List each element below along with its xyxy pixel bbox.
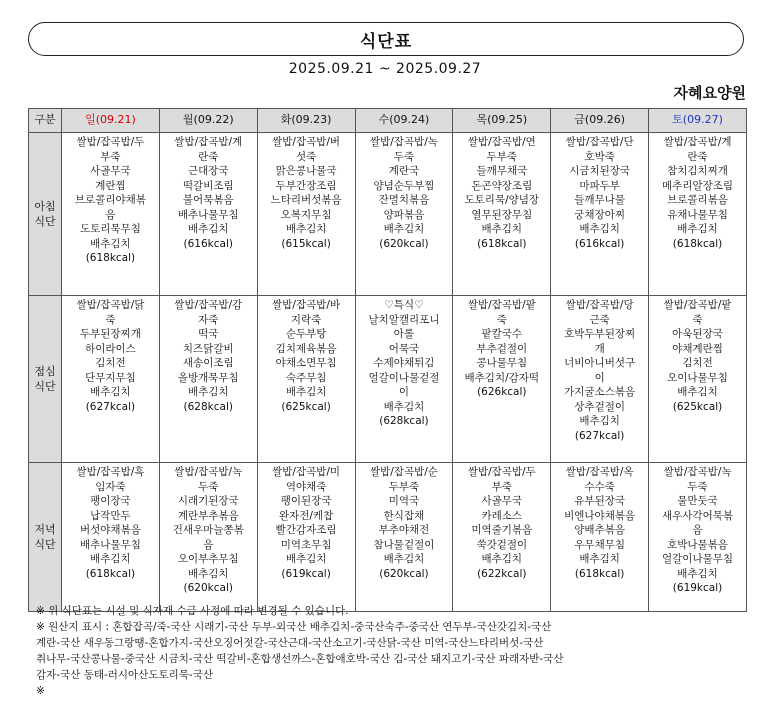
menu-item: 이 [594,371,605,384]
menu-item: 양파볶음 [383,208,425,221]
menu-item: 느타리버섯볶음 [270,194,342,206]
menu-item: 근대장국 [187,165,229,177]
menu-item: (618kcal) [85,252,136,264]
menu-item: 쌀밥/잡곡밥/팥 [467,299,536,311]
menu-item: 들깨무채국 [476,165,528,177]
menu-item: 란죽 [198,150,219,163]
meal-label [29,133,62,296]
menu-cell [649,296,747,463]
menu-item: 배추나물무침 [177,208,239,221]
menu-item: 쌀밥/잡곡밥/버 [272,136,341,148]
menu-item: 팥칼국수 [481,328,523,340]
menu-item: 들깨무나물 [574,194,625,206]
menu-item: 두죽 [198,480,219,493]
menu-item: 죽 [105,313,116,326]
page-title: 식단표 [359,31,413,52]
menu-item: 이 [398,386,410,398]
menu-item: 쌀밥/잡곡밥/계 [663,136,732,148]
menu-item: 쌀밥/잡곡밥/순 [369,466,438,478]
menu-item: 쌀밥/잡곡밥/바 [272,299,341,311]
menu-item: 배추김치 [90,386,131,398]
day-header-sunday: 일(09.21) [62,109,160,133]
menu-item: 순두부탕 [285,328,327,340]
menu-item: 임자죽 [95,480,126,493]
menu-item: 올방개묵무침 [177,371,239,384]
menu-table [28,108,747,612]
menu-item: 김치전 [95,357,126,369]
menu-item: 단무지무침 [85,371,136,384]
menu-item: 사골무국 [481,495,523,507]
menu-item: 두부간장조림 [275,179,337,192]
menu-item: 맑은콩나물국 [275,165,337,177]
menu-item: 치즈닭갈비 [182,342,234,355]
menu-item: (620kcal) [379,567,429,580]
menu-item: 부죽 [491,480,512,493]
meal-row-breakfast [29,133,747,296]
menu-item: 음 [105,208,116,221]
menu-item: 죽 [692,313,703,326]
meal-row-lunch [29,296,747,463]
menu-item: 지락죽 [290,313,322,326]
menu-item: 배추김치 [677,567,718,580]
menu-item: 계란국 [388,165,420,177]
menu-item: 배추김치/감자떡 [464,371,540,384]
menu-item: 시금치된장국 [569,165,631,177]
menu-item: 버섯야채볶음 [79,524,141,536]
menu-item: 역야채죽 [285,480,327,493]
facility-name: 자혜요양원 [673,84,746,102]
menu-cell [159,133,257,296]
menu-item: 두부죽 [388,480,420,493]
day-header-saturday: 토(09.27) [649,109,747,133]
menu-item: 비엔나야채볶음 [564,509,636,522]
menu-item: 납작만두 [90,509,131,522]
menu-period: 2025.09.21 ~ 2025.09.27 [288,61,482,77]
meal-label-line: 식단 [34,215,56,228]
menu-item: 유부된장국 [574,495,625,507]
menu-cell [355,463,453,612]
menu-item: (622kcal) [477,567,527,580]
menu-cell [453,463,551,612]
menu-cell [159,463,257,612]
menu-cell [257,133,355,296]
note-line: 감자-국산 동태-러시아산도토리묵-국산 [36,669,213,681]
menu-item: 쌀밥/잡곡밥/계 [174,136,243,148]
menu-item: 음 [692,524,703,536]
menu-item: 수수죽 [584,480,615,493]
menu-item: 날치알캘리포니 [368,313,440,326]
menu-item: 새송이조림 [182,357,234,369]
menu-item: 오이나물무침 [667,371,728,384]
menu-item: 잔멸치볶음 [378,194,430,206]
menu-item: ♡특식♡ [384,299,424,311]
menu-item: 배추김치 [383,553,425,565]
menu-item: 쑥갓겉절이 [476,538,528,551]
note-line: ※ [36,685,45,697]
menu-item: 숙주무침 [285,371,327,384]
menu-item: 미역초무침 [280,538,332,551]
menu-item: 배추김치 [383,223,425,235]
menu-item: 배추김치 [579,553,620,565]
note-line: 취나무-국산콩나물-중국산 시금치-국산 떡갈비-혼합생선까스-혼합애호박-국산 김-국산 돼지고기-국산 파래자반-국산 [36,653,564,665]
menu-item: (616kcal) [183,237,233,250]
menu-cell [355,133,453,296]
menu-item: 미역국 [388,495,420,507]
menu-item: 상추겉절이 [574,400,625,413]
menu-item: 쌀밥/잡곡밥/닭 [76,299,145,311]
menu-cell [62,133,160,296]
menu-cell [649,463,747,612]
menu-item: 쌀밥/잡곡밥/녹 [663,466,732,478]
menu-item: (618kcal) [85,567,136,580]
menu-item: 쌀밥/잡곡밥/연 [467,136,536,148]
menu-item: 콩나물무침 [476,357,528,369]
menu-item: 사골무국 [90,165,131,177]
menu-cell [649,133,747,296]
menu-item: 배추김치 [481,553,523,565]
menu-item: 도토리묵무침 [79,223,141,235]
menu-item: 자죽 [198,313,219,326]
menu-item: (616kcal) [574,237,625,250]
menu-item: 궁채장아찌 [574,208,625,221]
note-line: 계란-국산 새우동그랑땡-혼합가지-국산오징어젓갈-국산근대-국산소고기-국산닭-국산 미역-국산느타리버섯-국산 [36,637,544,649]
menu-item: 수제야채튀김 [373,357,435,369]
menu-item: 음 [203,538,214,551]
menu-item: 부추겉절이 [476,342,528,355]
menu-item: 팽이된장국 [280,495,332,507]
notes [36,603,756,699]
menu-item: 한식잡채 [383,509,425,522]
menu-item: 브로콜리볶음 [667,194,728,206]
menu-item: (620kcal) [183,582,233,594]
day-header-monday: 월(09.22) [159,109,257,133]
menu-item: 오이부추무침 [177,553,239,565]
menu-item: 배추김치 [285,386,327,398]
day-header-wednesday: 수(09.24) [355,109,453,133]
menu-item: 건새우마늘쫑볶 [172,524,244,536]
menu-item: 우무채무침 [574,538,625,551]
menu-item: 양념순두부찜 [373,179,435,192]
menu-item: 배추김치 [481,223,523,235]
menu-item: 너비아니버섯구 [564,357,636,369]
menu-item: 배추김치 [383,400,425,413]
menu-item: 란죽 [687,150,708,163]
menu-item: 배추김치 [285,553,327,565]
menu-item: (619kcal) [281,567,331,580]
menu-item: 배추김치 [285,223,327,235]
menu-item: (618kcal) [672,237,723,250]
meal-row-dinner [29,463,747,612]
menu-cell [62,463,160,612]
menu-item: 떡국 [198,328,219,340]
meal-label-line: 점심 [34,365,56,378]
day-header-tuesday: 화(09.23) [257,109,355,133]
menu-item: 쌀밥/잡곡밥/팥 [663,299,732,311]
menu-item: 배추김치 [187,223,229,235]
day-header-thursday: 목(09.25) [453,109,551,133]
menu-item: 새우사각어묵볶 [662,509,734,522]
menu-item: 물만둣국 [677,495,718,507]
meal-label-line: 저녁 [34,523,56,536]
menu-item: 배추김치 [579,415,620,427]
meal-label [29,296,62,463]
menu-item: 두죽 [687,480,708,493]
menu-item: 완자전/케찹 [278,509,334,522]
menu-cell [453,296,551,463]
menu-cell [62,296,160,463]
menu-item: 쌀밥/잡곡밥/녹 [174,466,243,478]
menu-item: 두죽 [393,150,415,163]
menu-item: 유채나물무침 [667,208,728,221]
menu-cell [159,296,257,463]
menu-item: 얼갈이나물겉절 [368,371,440,384]
menu-item: 배추김치 [90,237,131,250]
menu-item: 도토리묵/양념장 [464,194,540,206]
menu-item: 배추김치 [677,386,718,398]
menu-item: 오복지무침 [280,208,332,221]
meal-label [29,463,62,612]
menu-item: (625kcal) [672,400,723,413]
menu-item: (625kcal) [281,400,331,413]
day-header-friday: 금(09.26) [551,109,649,133]
menu-item: 아롤 [393,328,415,340]
menu-item: 열무된장무침 [471,208,533,221]
menu-item: 돈곤약장조림 [471,179,533,192]
menu-cell [551,133,649,296]
menu-item: 야채계란찜 [672,342,723,355]
menu-item: 계란부추볶음 [177,509,239,522]
menu-item: 쌀밥/잡곡밥/흑 [76,466,145,478]
menu-item: 쌀밥/잡곡밥/녹 [369,136,438,148]
menu-item: 어묵국 [388,342,420,355]
menu-item: 근죽 [589,313,610,326]
menu-item: 얼갈이나물무침 [662,553,734,565]
menu-item: 마파두부 [579,179,620,192]
menu-item: (620kcal) [379,237,429,250]
menu-item: (628kcal) [183,400,233,413]
menu-item: 배추나물무침 [79,538,141,551]
menu-item: 쌀밥/잡곡밥/감 [174,299,243,311]
menu-item: 호박죽 [584,150,615,163]
menu-item: 배추김치 [579,223,620,235]
menu-item: 아욱된장국 [672,328,723,340]
menu-item: (627kcal) [85,400,136,413]
meal-label-line: 식단 [34,380,56,393]
menu-item: 죽 [496,313,507,326]
menu-item: 배추김치 [187,567,229,580]
menu-item: 시래기된장국 [177,495,239,507]
title-banner [28,22,744,56]
menu-item: 개 [594,342,605,355]
menu-cell [355,296,453,463]
menu-item: 섯죽 [295,150,317,163]
menu-item: 빨간감자조림 [275,524,337,536]
menu-item: 쌀밥/잡곡밥/두 [467,466,536,478]
menu-item: 쌀밥/잡곡밥/미 [272,466,341,478]
menu-item: 배추김치 [187,386,229,398]
menu-item: 배추김치 [90,553,131,565]
menu-item: 떡갈비조림 [182,179,234,192]
header-row [29,109,747,133]
meal-label-line: 식단 [34,538,56,551]
menu-item: 미역줄기볶음 [471,524,533,536]
menu-item: 가지굴소스볶음 [564,386,636,398]
corner-cell: 구분 [29,109,62,133]
menu-item: 호박나물볶음 [667,538,728,551]
menu-cell [257,463,355,612]
menu-item: 하이라이스 [85,342,136,355]
menu-item: 쌀밥/잡곡밥/옥 [565,466,634,478]
menu-item: 쌀밥/잡곡밥/당 [565,299,634,311]
menu-item: 김치제육볶음 [275,342,337,355]
menu-cell [551,296,649,463]
menu-item: (619kcal) [672,582,723,594]
note-line: ※ 원산지 표시 : 혼합잡곡/죽-국산 시래기-국산 두부-외국산 배추김치-중국산숙주-중국산 연두부-국산갓김치-국산 [36,621,552,633]
menu-item: 배추김치 [677,223,718,235]
menu-item: 야채소면무침 [275,357,337,369]
menu-item: 계란찜 [95,179,126,192]
menu-item: 메추리알장조림 [662,179,734,192]
menu-item: 양배추볶음 [574,524,625,536]
menu-item: 호박두부된장찌 [564,328,636,340]
menu-cell [453,133,551,296]
menu-item: 두부된장찌개 [79,328,141,340]
menu-item: 참나물겉절이 [373,538,435,551]
menu-item: 불어묵볶음 [182,194,234,206]
menu-item: 참치김치찌개 [667,165,728,177]
menu-item: 부추야채전 [378,524,430,536]
note-line: ※ 위 식단표는 시설 및 식자재 수급 사정에 따라 변경될 수 있습니다. [36,605,349,617]
menu-item: 쌀밥/잡곡밥/단 [565,136,634,148]
menu-cell [551,463,649,612]
menu-item: 카레소스 [481,509,523,522]
menu-item: 팽이장국 [90,495,131,507]
menu-item: 브로콜리야채볶 [74,194,146,206]
menu-item: (618kcal) [574,567,625,580]
menu-item: 김치전 [682,357,713,369]
menu-item: 두부죽 [486,150,518,163]
menu-item: (626kcal) [477,386,527,398]
menu-item: (615kcal) [281,237,331,250]
menu-item: (628kcal) [379,415,429,427]
menu-item: 쌀밥/잡곡밥/두 [76,136,145,148]
menu-item: 부죽 [100,150,121,163]
menu-cell [257,296,355,463]
menu-item: (618kcal) [477,237,527,250]
menu-item: (627kcal) [574,429,625,442]
meal-label-line: 아침 [34,200,56,213]
